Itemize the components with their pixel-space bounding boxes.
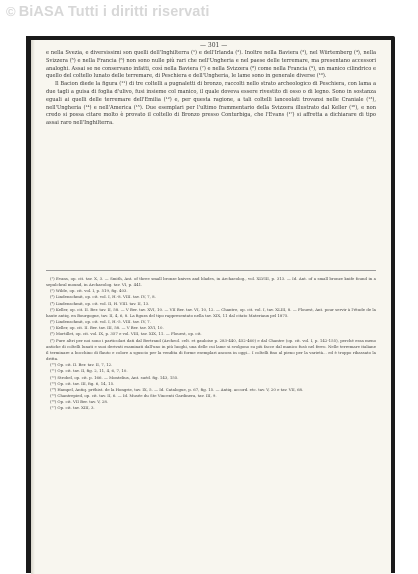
footnote: (²) Wilde, op. cit. vol. I, p. 519, fig. 403. <box>50 288 128 294</box>
page-gutter-shadow <box>31 40 35 574</box>
footnote: (¹) Evans, op. cit. tav. X, 3. — Smith, Ant. of three small bronze knives and blades, in Archaeolog., vol. XLVIII, p. 313. — Id. Ant. of a small bronze knife found in a sepulchral mound, in Archaeolog. tav. VI, p. 441. <box>46 276 376 288</box>
copyright-symbol: © <box>6 4 16 19</box>
watermark <box>6 4 210 20</box>
footnotes <box>46 276 376 411</box>
footnote: (¹¹) Op. cit. tav. II, fig. 2, 11, 4, 6, 7, 10. <box>50 368 128 374</box>
footnote: (¹⁵) Chantrepied, op. cit. tav. II, 6. — Id. Musée du Ste Vincenti Gardinera, tav. III, 9. <box>50 392 217 398</box>
footnote: (¹⁶) Op. cit. VII Ber. tav. V, 28. <box>50 399 109 405</box>
body-text <box>46 50 376 128</box>
body-paragraph: Il Bacion diede la figura (¹¹) di tre coltelli a pugnaletti di bronzo, raccolti nello strato archeologico di Peschiera, con lama a due tagli a guisa di foglia d'ulivo, fusi insieme col manico, il quale doveva essere rivestito di osso o di legno. Sono in sostanza eguali ai quelli delle terremare dell'Emilia (¹²) e, per questa ragione, a tali coltelli lanceolati trovansi nelle Craniale (¹³), nell'Ungheria (¹⁴) e nell'America (¹⁵). Due esemplari per l'ultimo frammentario della Svizzera illustrato dal Keller (¹⁶), e non credo si possa citare molto è provato il coltello di Bronzo presso Conturbiga, che l'Evans (¹⁷) si affretta a dichiarare di tipo assai raro nell'Inghilterra. <box>46 81 376 127</box>
footnote: (¹⁰) Op. cit. II. Ber. tav. II, 7, 12. <box>50 362 113 368</box>
watermark-text: BiASA Tutti i diritti riservati <box>18 4 210 20</box>
footnote: (⁴) Lindenschmit, op. cit. vol. II, H. VIII. tav. II, 13. <box>50 300 150 306</box>
footnote: (¹⁴) Hampel, Antiq. préhist. de la Hongrie, tav. IX, 5. — Id. Catalogue, p. 67, fig. 15. — Antiq. accord. etc. tav. V, 20 e tav. VII, 68. <box>50 386 304 392</box>
footnote: (³) Lindenschmit, op. cit. vol. I, H.-8. VIII. tav. IV, 7, 8. <box>50 294 156 300</box>
footnote-separator <box>46 270 376 271</box>
footnote: (⁹) Pure altri per noi sono i particolari dati dal Bertrand (Archeol. celt. et gauloise p. 283-440, 452-460) e dal Chantre (op. cit. vol. I, p. 142-155), perché essa meno antiche di coltelli lunati e suoi derivati esaminati dall'uno in più luoghi, una delle cui lame si svolgono su più facce dal manico fusò nel ferro. Nelle terremare italiane il terminare a bocchino di flauto e colore a sguscio per la vendita di forme esemplari ancora in oggi... I coltelli fino al pieno per la varietà... ed è troppo ribassato la dritta. <box>46 337 376 362</box>
footnote: (⁸) Mortillet, op. cit. vol. IX, p. 357 e vol. VIII, tav. XIX, 11. — Flouest, op. cit. <box>50 331 202 337</box>
body-paragraph: e nella Svezia, e diversissimi son quelli dell'Inghilterra (¹) e dell'Irlanda (²). Inoltre nella Baviera (³), nel Würtemberg (⁴), nella Svizzera (⁵) e nella Francia (⁶) non sono nulle più rari che nell'Ungheria e nel paese delle terremare, ma presentano accessori analoghi. Assai se ne conservano infatti, così nella Baviera (⁷) e nella Svizzera (⁸) come nella Francia (⁹), un manico cilindrico e quello del coltello lunato delle terremare, di Peschiera e dell'Ungheria, le lame sono in generale diverse (¹⁰). <box>46 50 376 80</box>
footnote: (¹⁷) Op. cit. tav. XIII, 3. <box>50 405 95 411</box>
page-number: — 301 — <box>200 42 228 49</box>
footnote: (⁷) Keller, op. cit. II. Ber. tav. III, 58. — V Ber. tav. XVI, 10. <box>50 325 164 331</box>
footnote: (¹³) Op. cit. tav. III, fig. 6, 14, 15. <box>50 380 115 386</box>
footnote: (⁵) Keller, op. cit. II. Ber. tav. II, 58. — V Ber. tav. XVI, 10. — VII Ber. tav. VI, 10, 12. — Chantre, op. cit. vol. I, tav. XLIII, 8. — Flouest, Ant. pour servir à l'étude de la haute antiq. en Bourgogne, tav. II, 4, 6, 8. La figura del tipo rappresentato nella tav. XIX, 11 dal citato Materiaux pel 1875. <box>46 306 376 318</box>
footnote: (¹²) Strobel, op. cit. p. 166. — Montelius, Ant. suéd. fig. 143, 155. <box>50 374 179 380</box>
footnote: (⁶) Lindenschmit, op. cit. vol. I, H.-5. VIII. tav. IV, 7. <box>50 319 151 325</box>
